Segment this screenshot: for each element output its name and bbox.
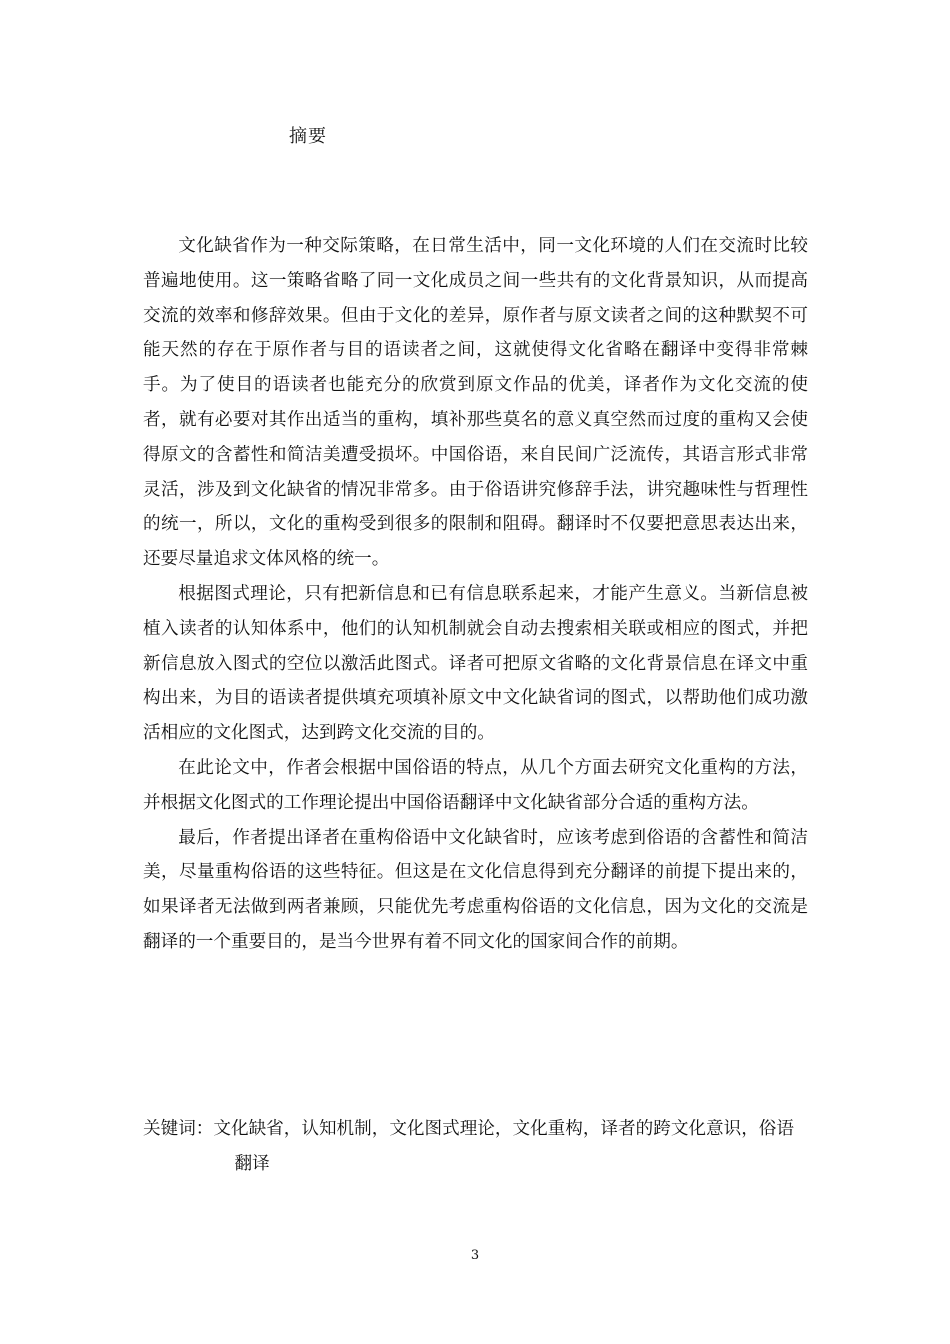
keywords-list-continued: 翻译 bbox=[234, 1153, 270, 1174]
page-title: 摘要 bbox=[289, 126, 327, 147]
abstract-body bbox=[143, 229, 808, 960]
abstract-paragraph-1: 文化缺省作为一种交际策略，在日常生活中，同一文化环境的人们在交流时比较普遍地使用。这一策略省略了同一文化成员之间一些共有的文化背景知识，从而提高交流的效率和修辞效果。但由于文化的差异，原作者与原文读者之间的这种默契不可能天然的存在于原作者与目的语读者之间，这就使得文化省略在翻译中变得非常棘手。为了使目的语读者也能充分的欣赏到原文作品的优美，译者作为文化交流的使者，就有必要对其作出适当的重构，填补那些莫名的意义真空然而过度的重构又会使得原文的含蓄性和简洁美遭受损坏。中国俗语，来自民间广泛流传，其语言形式非常灵活，涉及到文化缺省的情况非常多。由于俗语讲究修辞手法，讲究趣味性与哲理性的统一，所以，文化的重构受到很多的限制和阻碍。翻译时不仅要把意思表达出来，还要尽量追求文体风格的统一。 bbox=[143, 236, 808, 570]
keywords-section bbox=[143, 1112, 808, 1182]
abstract-paragraph-4: 最后，作者提出译者在重构俗语中文化缺省时，应该考虑到俗语的含蓄性和简洁美，尽量重构俗语的这些特征。但这是在文化信息得到充分翻译的前提下提出来的，如果译者无法做到两者兼顾，只能优先考虑重构俗语的文化信息，因为文化的交流是翻译的一个重要目的，是当今世界有着不同文化的国家间合作的前期。 bbox=[143, 827, 808, 952]
keywords-label: 关键词： bbox=[143, 1119, 214, 1139]
abstract-paragraph-2: 根据图式理论，只有把新信息和已有信息联系起来，才能产生意义。当新信息被植入读者的认知体系中，他们的认知机制就会自动去搜索相关联或相应的图式，并把新信息放入图式的空位以激活此图式。译者可把原文省略的文化背景信息在译文中重构出来，为目的语读者提供填充项填补原文中文化缺省词的图式，以帮助他们成功激活相应的文化图式，达到跨文化交流的目的。 bbox=[143, 583, 808, 744]
keywords-list: 文化缺省，认知机制，文化图式理论，文化重构，译者的跨文化意识，俗语 bbox=[213, 1119, 794, 1139]
abstract-paragraph-3: 在此论文中，作者会根据中国俗语的特点，从几个方面去研究文化重构的方法，并根据文化图式的工作理论提出中国俗语翻译中文化缺省部分合适的重构方法。 bbox=[143, 757, 808, 813]
page-number: 3 bbox=[470, 1248, 480, 1263]
